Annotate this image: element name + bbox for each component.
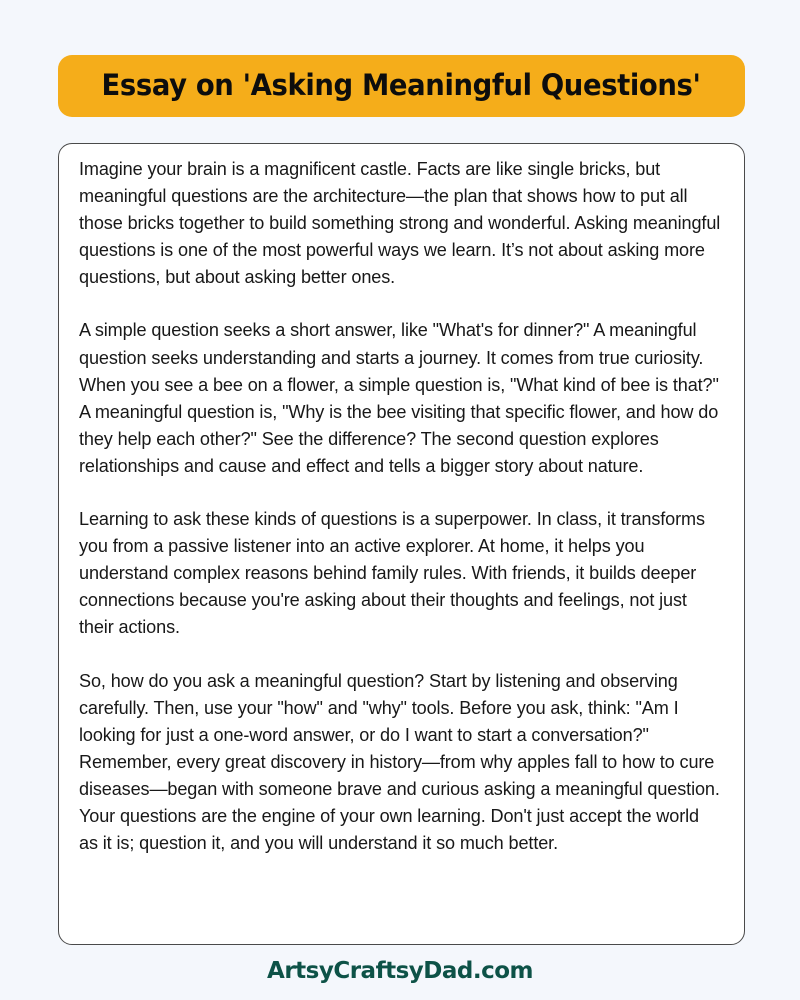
essay-body <box>79 156 722 857</box>
page-title: Essay on 'Asking Meaningful Questions' <box>101 68 702 103</box>
title-banner <box>58 55 745 117</box>
footer-brand: ArtsyCraftsyDad.com <box>267 958 533 984</box>
essay-paragraph-4: So, how do you ask a meaningful question? Start by listening and observing carefully. Then, use your "how" and "why" tools. Before you ask, think: "Am I looking for just a one-word answer, or do I want to start a conversation?" Remember, every great discovery in history—from why apples fall to how to cure diseases—began with someone brave and curious asking a meaningful question. Your questions are the engine of your own learning. Don't just accept the world as it is; question it, and you will understand it so much better. <box>79 670 720 854</box>
essay-paragraph-3: Learning to ask these kinds of questions is a superpower. In class, it transforms you from a passive listener into an active explorer. At home, it helps you understand complex reasons behind family rules. With friends, it builds deeper connections because you're asking about their thoughts and feelings, not just their actions. <box>79 509 705 638</box>
essay-paragraph-1: Imagine your brain is a magnificent castle. Facts are like single bricks, but meaningful questions are the architecture—the plan that shows how to put all those bricks together to build something strong and wonderful. Asking meaningful questions is one of the most powerful ways we learn. It’s not about asking more questions, but about asking better ones. <box>79 159 721 288</box>
essay-card <box>58 143 745 945</box>
essay-paragraph-2: A simple question seeks a short answer, like "What's for dinner?" A meaningful question seeks understanding and starts a journey. It comes from true curiosity. When you see a bee on a flower, a simple question is, "What kind of bee is that?" A meaningful question is, "Why is the bee visiting that specific flower, and how do they help each other?" See the difference? The second question explores relationships and cause and effect and tells a bigger story about nature. <box>79 320 719 476</box>
